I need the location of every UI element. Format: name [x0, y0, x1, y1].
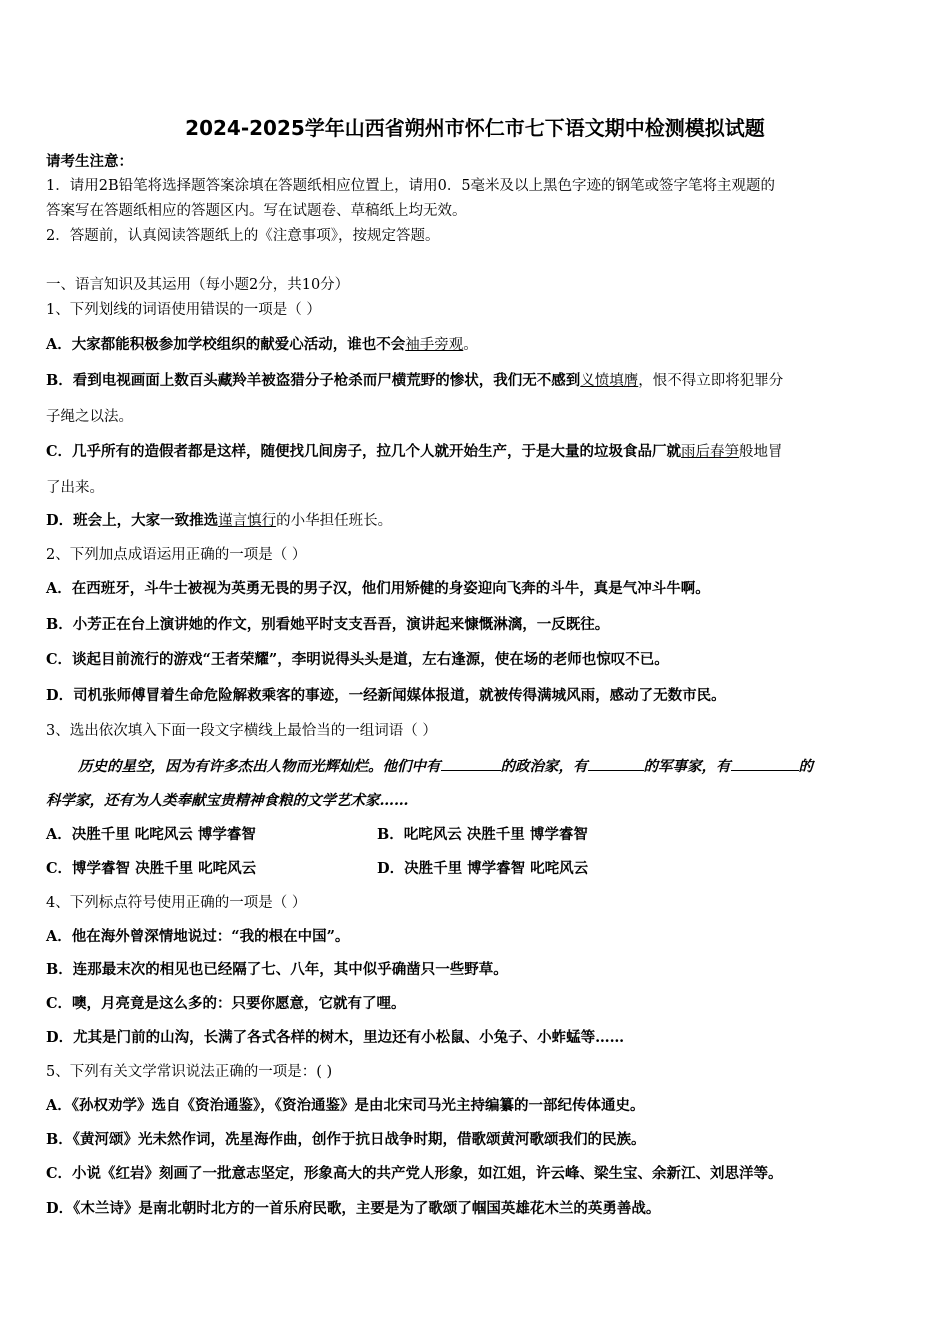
q5-option-b: B．《黄河颂》光未然作词，冼星海作曲，创作于抗日战争时期，借歌颂黄河歌颂我们的民族。 — [46, 1131, 646, 1148]
q3-blank-2 — [588, 756, 644, 771]
q3-blank-1 — [441, 756, 501, 771]
q1-option-c — [46, 442, 783, 462]
q3-option-a: A．决胜千里 叱咤风云 博学睿智 — [46, 826, 256, 843]
q3-option-c: C．博学睿智 决胜千里 叱咤风云 — [46, 860, 257, 877]
q4-option-a: A．他在海外曾深情地说过：“我的根在中国”。 — [46, 928, 350, 945]
q3-blank-3 — [731, 756, 799, 771]
q1-a-end: 。 — [463, 337, 478, 353]
q3-p1-a: 历史的星空，因为有许多杰出人物而光辉灿烂。他们中有 — [78, 758, 441, 775]
q1-option-c-cont: 了出来。 — [46, 480, 104, 496]
q1-d-underlined: 谨言慎行 — [218, 513, 277, 529]
notice-line-2: 答案写在答题纸相应的答题区内。写在试题卷、草稿纸上均无效。 — [46, 203, 467, 219]
q5-option-a: A．《孙权劝学》选自《资治通鉴》，《资治通鉴》是由北宋司马光主持编纂的一部纪传体通史。 — [46, 1097, 645, 1114]
q1-option-b-cont: 子绳之以法。 — [46, 409, 133, 425]
q3-p1-c: 的军事家，有 — [643, 758, 731, 775]
q1-option-a — [46, 335, 478, 355]
q1-c-underlined: 雨后春笋 — [681, 444, 740, 460]
q5-stem: 5、下列有关文学常识说法正确的一项是：( ) — [46, 1064, 333, 1080]
q3-passage-line-2: 科学家，还有为人类奉献宝贵精神食粮的文学艺术家…… — [46, 792, 409, 809]
q2-option-d: D．司机张师傅冒着生命危险解救乘客的事迹，一经新闻媒体报道，就被传得满城风雨，感动了无数市民。 — [46, 687, 726, 704]
q2-option-c: C．谈起目前流行的游戏“王者荣耀”，李明说得头头是道，左右逢源，使在场的老师也惊叹不已。 — [46, 651, 669, 668]
notice-line-1: 1．请用2B铅笔将选择题答案涂填在答题纸相应位置上，请用0．5毫米及以上黑色字迹的钢笔或签字笔将主观题的 — [46, 178, 776, 194]
q1-option-b — [46, 371, 783, 391]
q3-p1-d: 的 — [798, 758, 813, 775]
q1-a-text: A．大家都能积极参加学校组织的献爱心活动，谁也不会 — [46, 336, 406, 353]
q2-option-a: A．在西班牙，斗牛士被视为英勇无畏的男子汉，他们用矫健的身姿迎向飞奔的斗牛，真是气冲斗牛啊。 — [46, 580, 710, 597]
q4-stem: 4、下列标点符号使用正确的一项是（ ） — [46, 895, 307, 911]
q5-option-d: D．《木兰诗》是南北朝时北方的一首乐府民歌，主要是为了歌颂了帼国英雄花木兰的英勇善战。 — [46, 1200, 661, 1217]
q2-option-b: B．小芳正在台上演讲她的作文，别看她平时支支吾吾，演讲起来慷慨淋漓，一反既往。 — [46, 616, 610, 633]
q3-passage-line-1 — [78, 756, 813, 777]
q3-stem: 3、选出依次填入下面一段文字横线上最恰当的一组词语（ ） — [46, 723, 437, 739]
q2-stem: 2、下列加点成语运用正确的一项是（ ） — [46, 547, 307, 563]
q1-option-d — [46, 511, 392, 531]
q3-p1-b: 的政治家，有 — [500, 758, 588, 775]
q1-stem: 1、下列划线的词语使用错误的一项是（ ） — [46, 302, 321, 318]
notice-line-3: 2．答题前，认真阅读答题纸上的《注意事项》，按规定答题。 — [46, 228, 440, 244]
q1-d-text: D．班会上，大家一致推选 — [46, 512, 219, 529]
q1-b-text: B．看到电视画面上数百头藏羚羊被盗猎分子枪杀而尸横荒野的惨状，我们无不感到 — [46, 372, 581, 389]
notice-heading: 请考生注意： — [46, 153, 133, 170]
q1-a-underlined: 袖手旁观 — [405, 337, 464, 353]
page-title: 2024-2025学年山西省朔州市怀仁市七下语文期中检测模拟试题 — [185, 116, 765, 140]
q3-option-d: D．决胜千里 博学睿智 叱咤风云 — [377, 860, 589, 877]
q4-option-b: B．连那最末次的相见也已经隔了七、八年，其中似乎确凿只一些野草。 — [46, 961, 508, 978]
q1-b-underlined: 义愤填膺 — [580, 373, 639, 389]
q1-c-text: C．几乎所有的造假者都是这样，随便找几间房子，拉几个人就开始生产，于是大量的垃圾食品厂就 — [46, 443, 682, 460]
q5-option-c: C．小说《红岩》刻画了一批意志坚定，形象高大的共产党人形象，如江姐，许云峰、梁生宝、余新江、刘思洋等。 — [46, 1165, 783, 1182]
q3-option-b: B．叱咤风云 决胜千里 博学睿智 — [377, 826, 588, 843]
section-heading: 一、语言知识及其运用（每小题2分，共10分） — [46, 277, 350, 293]
q1-b-end: ，恨不得立即将犯罪分 — [638, 373, 784, 389]
q4-option-d: D．尤其是门前的山沟，长满了各式各样的树木，里边还有小松鼠、小兔子、小蚱蜢等…… — [46, 1029, 625, 1046]
q4-option-c: C．噢，月亮竟是这么多的：只要你愿意，它就有了哩。 — [46, 995, 406, 1012]
q1-c-end: 般地冒 — [739, 444, 783, 460]
q1-d-end: 的小华担任班长。 — [276, 513, 393, 529]
